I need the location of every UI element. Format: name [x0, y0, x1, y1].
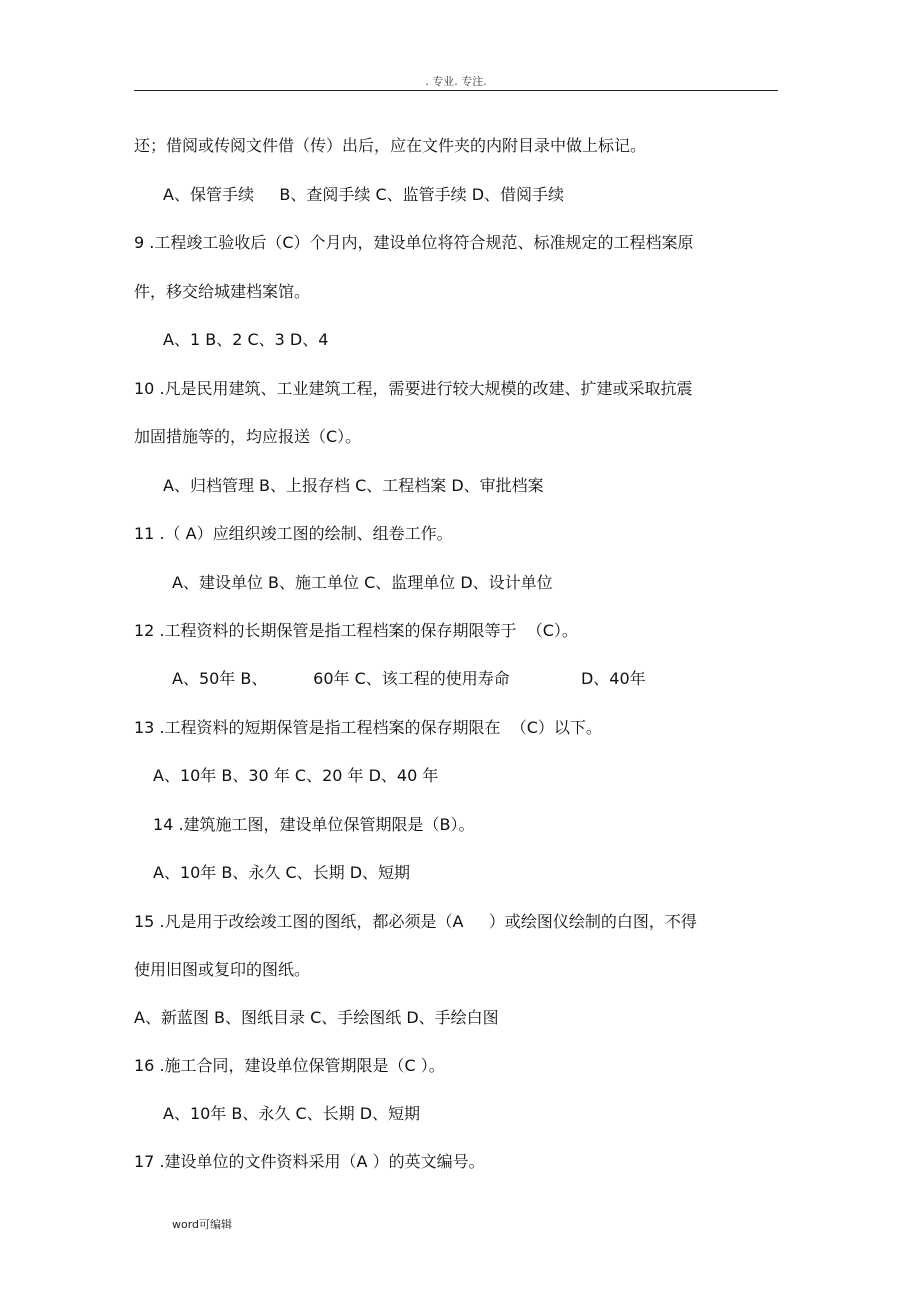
text-line: 还；借阅或传阅文件借（传）出后，应在文件夹的内附目录中做上标记。: [134, 136, 647, 155]
question-line: 14 .建筑施工图，建设单位保管期限是（B）。: [153, 815, 475, 834]
answer-options: A、保管手续 B、查阅手续 C、监管手续 D、借阅手续: [163, 185, 565, 204]
answer-options: A、1 B、2 C、3 D、4: [163, 330, 329, 349]
question-line: 9 .工程竣工验收后（C）个月内，建设单位将符合规范、标准规定的工程档案原: [134, 233, 694, 252]
answer-options: A、50年 B、 60年 C、该工程的使用寿命 D、40年: [172, 669, 646, 688]
answer-options: A、10年 B、永久 C、长期 D、短期: [153, 863, 411, 882]
question-line: 12 .工程资料的长期保管是指工程档案的保存期限等于 （C）。: [134, 621, 578, 640]
text-line: 加固措施等的，均应报送（C）。: [134, 427, 362, 446]
question-line: 11 .（ A）应组织竣工图的绘制、组卷工作。: [134, 524, 453, 543]
question-line: 17 .建设单位的文件资料采用（A ）的英文编号。: [134, 1152, 485, 1171]
answer-options: A、10年 B、30 年 C、20 年 D、40 年: [153, 766, 439, 785]
page-header: [134, 70, 778, 91]
answer-options: A、归档管理 B、上报存档 C、工程档案 D、审批档案: [163, 476, 544, 495]
text-line: 件，移交给城建档案馆。: [134, 282, 311, 301]
footer-text: word可编辑: [172, 1218, 233, 1231]
question-line: 16 .施工合同，建设单位保管期限是（C ）。: [134, 1056, 445, 1075]
answer-options: A、10年 B、永久 C、长期 D、短期: [163, 1104, 421, 1123]
answer-options: A、建设单位 B、施工单位 C、监理单位 D、设计单位: [172, 573, 553, 592]
question-line: 13 .工程资料的短期保管是指工程档案的保存期限在 （C）以下。: [134, 718, 602, 737]
question-line: 15 .凡是用于改绘竣工图的图纸，都必须是（A ）或绘图仪绘制的白图，不得: [134, 912, 697, 931]
text-line: 使用旧图或复印的图纸。: [134, 960, 311, 979]
answer-options: A、新蓝图 B、图纸目录 C、手绘图纸 D、手绘白图: [134, 1008, 499, 1027]
header-text: . 专业. 专注.: [425, 75, 487, 88]
question-line: 10 .凡是民用建筑、工业建筑工程，需要进行较大规模的改建、扩建或采取抗震: [134, 379, 693, 398]
